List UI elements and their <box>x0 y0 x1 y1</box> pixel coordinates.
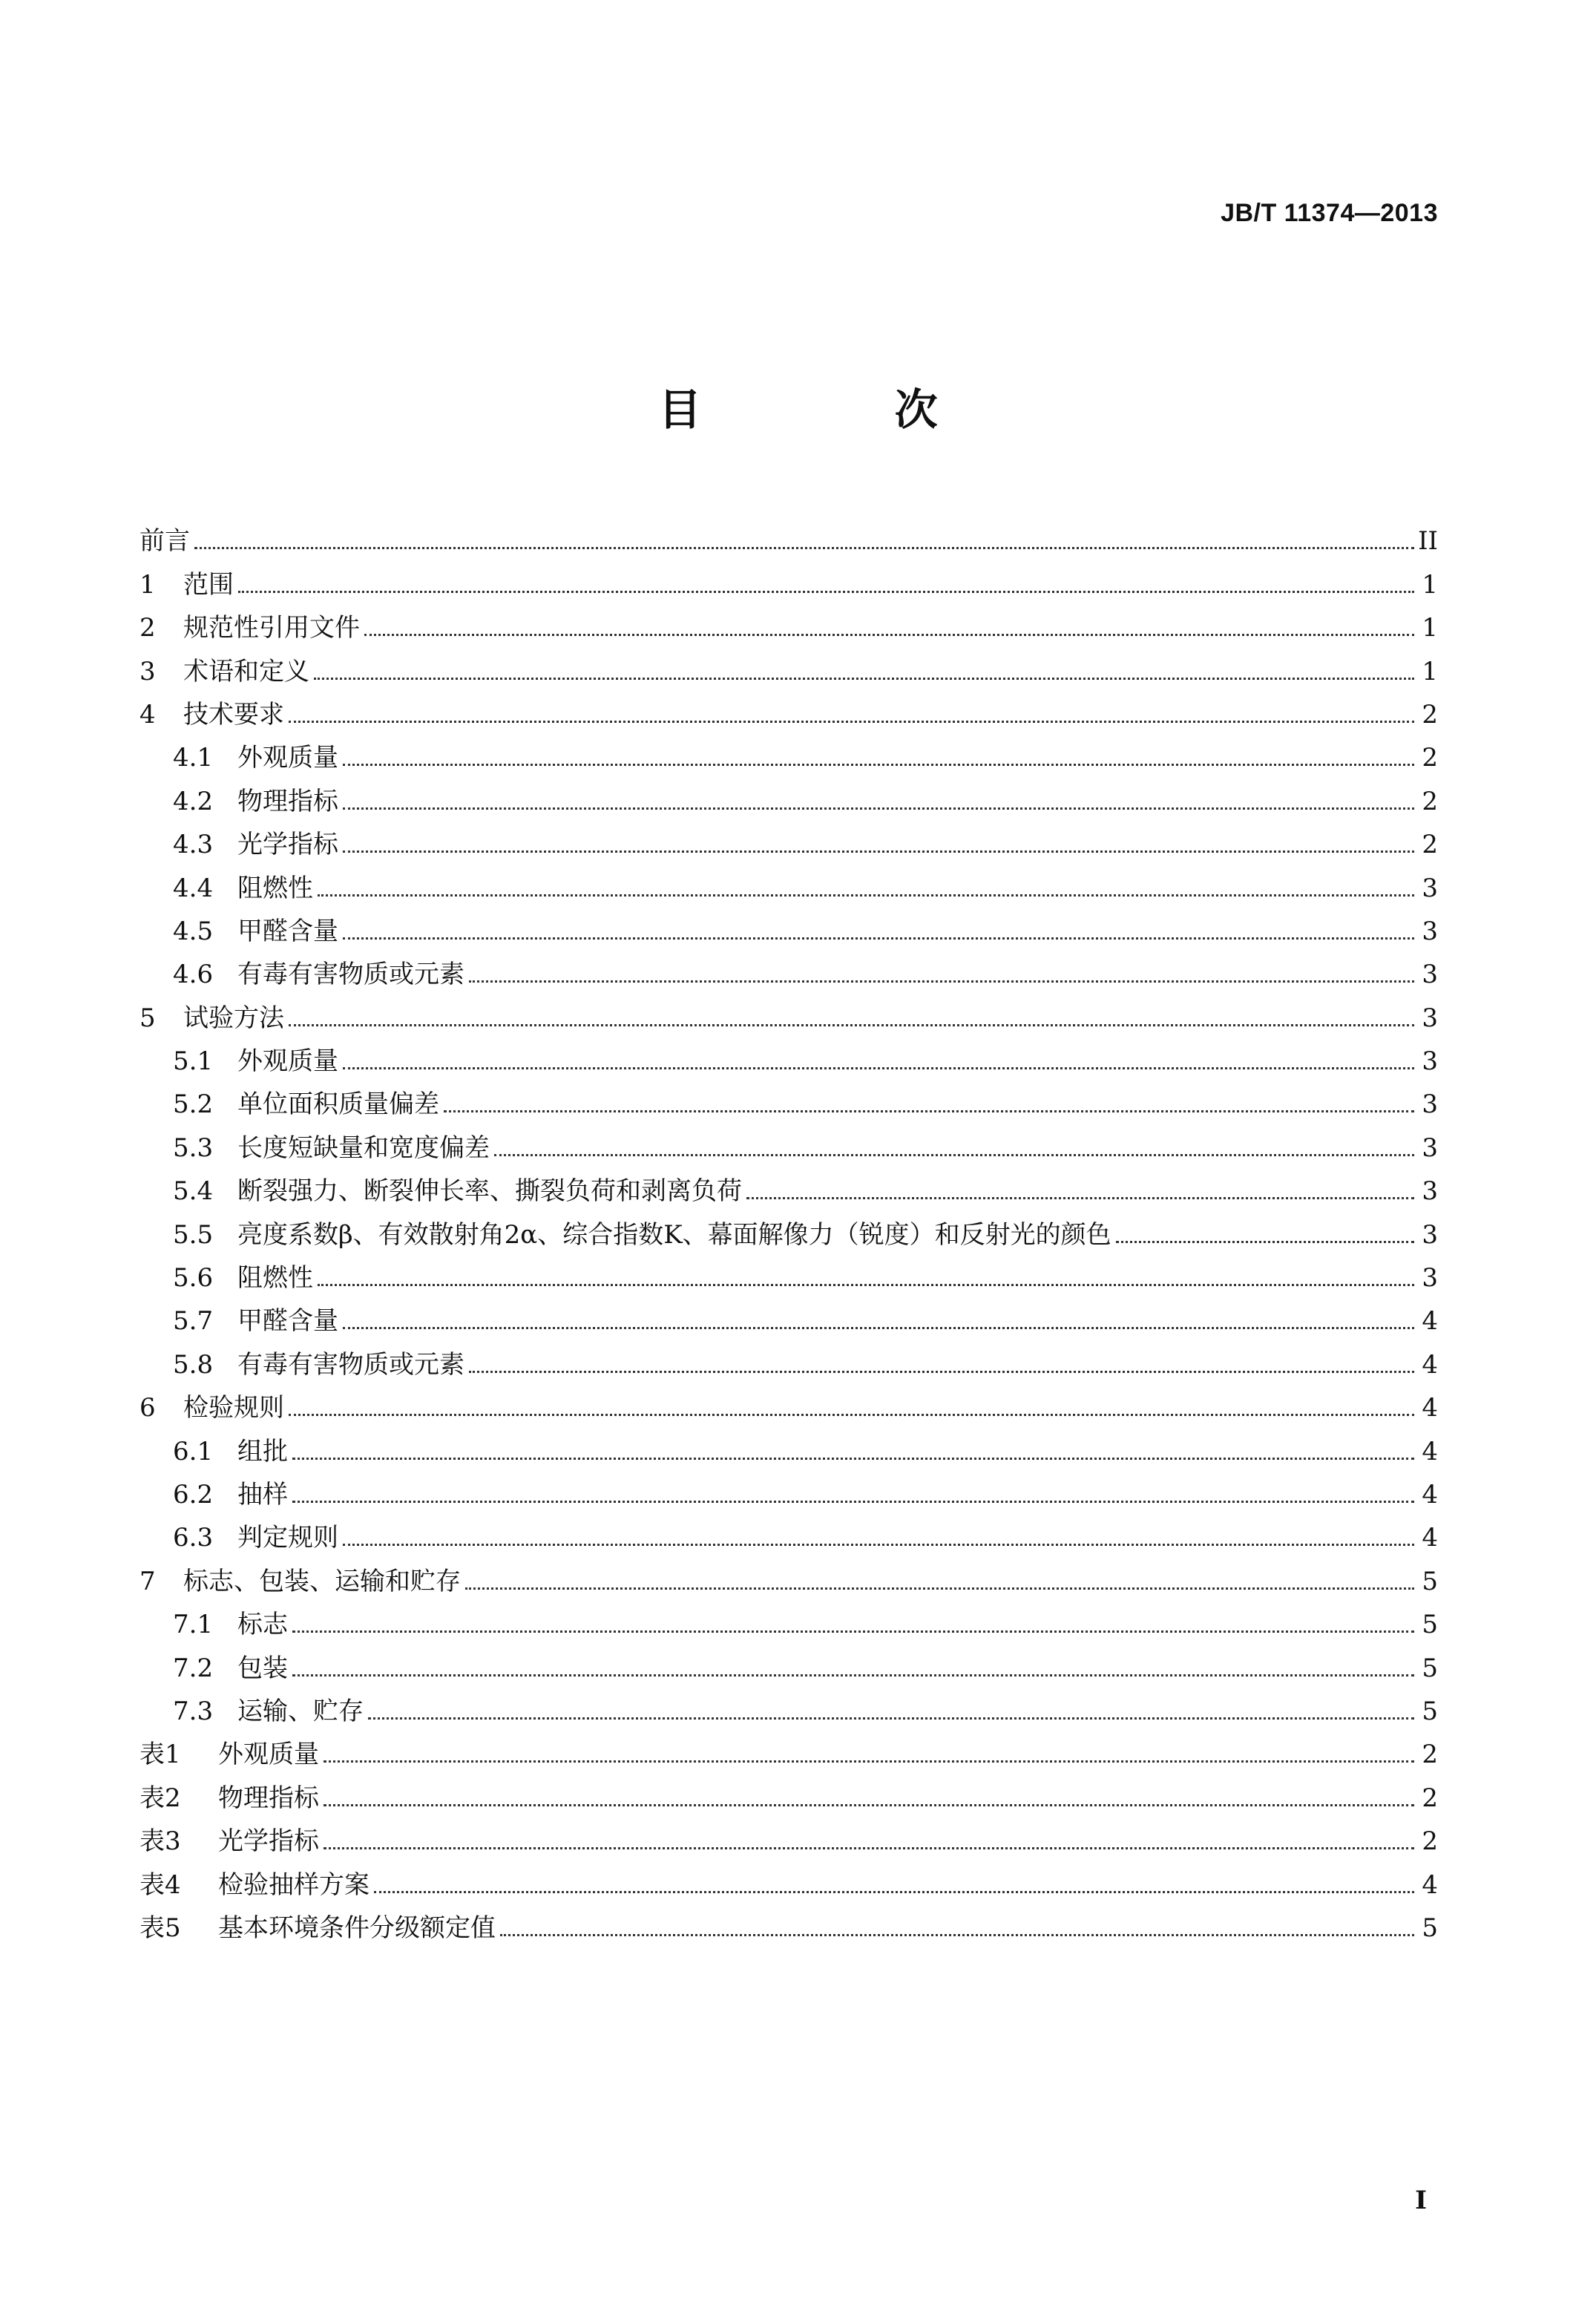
toc-entry-label: 光学指标 <box>237 830 338 860</box>
toc-entry-label: 前言 <box>139 526 190 557</box>
toc-entry-number: 4.6 <box>173 960 214 990</box>
toc-entry-label: 规范性引用文件 <box>183 613 360 643</box>
dot-leader <box>324 1760 1414 1763</box>
toc-entry[interactable] <box>139 1594 1438 1640</box>
toc-entry-page: 3 <box>1422 1003 1438 1033</box>
toc-entry[interactable] <box>139 1811 1438 1857</box>
toc-entry[interactable] <box>139 1204 1438 1250</box>
toc-entry-number: 4.4 <box>173 873 214 903</box>
toc-entry-number: 2 <box>139 613 156 643</box>
dot-leader <box>494 1154 1414 1156</box>
toc-entry[interactable] <box>139 554 1438 600</box>
dot-leader <box>292 1458 1414 1460</box>
toc-entry-label: 外观质量 <box>218 1740 319 1770</box>
page-title: 目 次 <box>658 384 1027 435</box>
dot-leader <box>343 807 1414 810</box>
toc-entry-page: 2 <box>1422 699 1438 730</box>
toc-entry-label: 组批 <box>237 1436 288 1466</box>
toc-entry-label: 甲醛含量 <box>237 1306 338 1337</box>
toc-entry[interactable] <box>139 1464 1438 1510</box>
toc-entry-page: 5 <box>1422 1566 1438 1596</box>
toc-entry-label: 亮度系数β、有效散射角2α、综合指数K、幕面解像力（锐度）和反射光的颜色 <box>237 1219 1111 1250</box>
toc-entry-page: 2 <box>1422 830 1438 860</box>
dot-leader <box>1116 1241 1414 1243</box>
toc-entry[interactable] <box>139 944 1438 990</box>
toc-entry-number: 5.3 <box>173 1133 214 1163</box>
toc-entry-page: 3 <box>1422 873 1438 903</box>
dot-leader <box>292 1674 1414 1676</box>
toc-entry-number: 5.1 <box>173 1046 214 1077</box>
toc-entry-label: 单位面积质量偏差 <box>237 1089 439 1120</box>
dot-leader <box>343 764 1414 766</box>
dot-leader <box>374 1891 1414 1893</box>
table-of-contents <box>139 511 1438 1941</box>
dot-leader <box>343 937 1414 940</box>
toc-entry-page: 4 <box>1422 1523 1438 1553</box>
toc-entry-number: 4.5 <box>173 916 214 946</box>
toc-entry-label: 物理指标 <box>218 1783 319 1813</box>
toc-entry-number: 5.4 <box>173 1176 214 1207</box>
toc-entry-number: 4.1 <box>173 743 214 773</box>
toc-entry[interactable] <box>139 857 1438 903</box>
toc-entry-page: 3 <box>1422 1219 1438 1250</box>
toc-entry[interactable] <box>139 987 1438 1033</box>
toc-entry[interactable] <box>139 1031 1438 1077</box>
toc-entry-label: 包装 <box>237 1653 288 1683</box>
toc-entry[interactable] <box>139 1334 1438 1380</box>
toc-entry-number: 表3 <box>139 1826 181 1857</box>
dot-leader <box>292 1501 1414 1503</box>
toc-entry[interactable] <box>139 597 1438 643</box>
dot-leader <box>289 1024 1414 1026</box>
toc-entry-label: 阻燃性 <box>237 1263 313 1294</box>
toc-entry[interactable] <box>139 1550 1438 1596</box>
toc-entry-page: 2 <box>1422 743 1438 773</box>
toc-entry-number: 表2 <box>139 1783 181 1813</box>
dot-leader <box>364 634 1414 636</box>
toc-entry[interactable] <box>139 901 1438 944</box>
toc-entry-number: 7.1 <box>173 1610 214 1640</box>
toc-entry-page: 3 <box>1422 1089 1438 1120</box>
dot-leader <box>324 1847 1414 1849</box>
dot-leader <box>343 1067 1414 1069</box>
dot-leader <box>343 1544 1414 1546</box>
toc-entry-number: 5.7 <box>173 1306 214 1337</box>
standard-number: JB/T 11374—2013 <box>1221 199 1438 227</box>
toc-entry-label: 阻燃性 <box>237 873 313 903</box>
dot-leader <box>746 1197 1414 1199</box>
dot-leader <box>194 547 1414 549</box>
toc-entry[interactable] <box>139 814 1438 860</box>
toc-entry-label: 标志、包装、运输和贮存 <box>183 1566 461 1596</box>
toc-entry-label: 断裂强力、断裂伸长率、撕裂负荷和剥离负荷 <box>237 1176 742 1207</box>
dot-leader <box>368 1717 1414 1720</box>
dot-leader <box>292 1630 1414 1633</box>
toc-entry-label: 检验抽样方案 <box>218 1869 370 1900</box>
toc-entry-number: 6.1 <box>173 1436 214 1466</box>
toc-entry-page: 3 <box>1422 960 1438 990</box>
toc-entry-label: 抽样 <box>237 1479 288 1510</box>
toc-entry-number: 6 <box>139 1393 156 1423</box>
toc-entry-page: 5 <box>1422 1913 1438 1943</box>
toc-entry-page: 5 <box>1422 1653 1438 1683</box>
toc-entry-page: 3 <box>1422 1046 1438 1077</box>
toc-entry-number: 3 <box>139 656 156 686</box>
toc-entry-number: 4.2 <box>173 786 214 816</box>
toc-entry-number: 7.3 <box>173 1696 214 1726</box>
toc-entry[interactable] <box>139 1898 1438 1941</box>
toc-entry-page: 5 <box>1422 1696 1438 1726</box>
dot-leader <box>324 1804 1414 1806</box>
toc-entry-number: 7 <box>139 1566 156 1596</box>
toc-entry-number: 5 <box>139 1003 156 1033</box>
dot-leader <box>343 850 1414 853</box>
toc-entry-page: 3 <box>1422 1133 1438 1163</box>
toc-entry-label: 标志 <box>237 1610 288 1640</box>
toc-entry-page: 2 <box>1422 786 1438 816</box>
toc-entry-label: 范围 <box>183 569 234 600</box>
toc-entry-label: 基本环境条件分级额定值 <box>218 1913 496 1943</box>
toc-entry[interactable] <box>139 1248 1438 1294</box>
toc-entry[interactable] <box>139 770 1438 816</box>
toc-entry-number: 表4 <box>139 1869 181 1900</box>
dot-leader <box>444 1110 1414 1112</box>
toc-entry-page: II <box>1418 526 1438 557</box>
toc-entry[interactable] <box>139 1377 1438 1423</box>
toc-entry-page: 4 <box>1422 1393 1438 1423</box>
toc-entry-page: 1 <box>1422 613 1438 643</box>
toc-entry-number: 表5 <box>139 1913 181 1943</box>
toc-entry-page: 4 <box>1422 1349 1438 1380</box>
dot-leader <box>469 1371 1414 1373</box>
toc-entry-page: 2 <box>1422 1826 1438 1857</box>
toc-entry[interactable] <box>139 1291 1438 1337</box>
toc-entry[interactable] <box>139 1074 1438 1120</box>
toc-entry-page: 5 <box>1422 1610 1438 1640</box>
dot-leader <box>318 1284 1414 1286</box>
toc-entry[interactable] <box>139 1637 1438 1683</box>
dot-leader <box>238 591 1414 593</box>
toc-entry-number: 6.3 <box>173 1523 214 1553</box>
toc-entry-page: 3 <box>1422 1176 1438 1207</box>
toc-entry[interactable] <box>139 640 1438 684</box>
dot-leader <box>343 1327 1414 1329</box>
page-number: I <box>1415 2186 1427 2215</box>
toc-entry[interactable] <box>139 1507 1438 1553</box>
dot-leader <box>314 678 1414 680</box>
toc-entry[interactable] <box>139 1161 1438 1207</box>
toc-entry-number: 6.2 <box>173 1479 214 1510</box>
toc-entry-number: 5.2 <box>173 1089 214 1120</box>
toc-entry[interactable] <box>139 1117 1438 1163</box>
toc-entry-number: 5.8 <box>173 1349 214 1380</box>
toc-entry[interactable] <box>139 1724 1438 1770</box>
toc-entry-label: 运输、贮存 <box>237 1696 364 1726</box>
toc-entry-number: 5.5 <box>173 1219 214 1250</box>
toc-entry[interactable] <box>139 1854 1438 1900</box>
toc-entry-page: 3 <box>1422 916 1438 946</box>
toc-entry-label: 术语和定义 <box>183 656 309 686</box>
toc-entry-label: 试验方法 <box>183 1003 284 1033</box>
dot-leader <box>289 1414 1414 1416</box>
toc-entry-label: 外观质量 <box>237 1046 338 1077</box>
toc-entry[interactable] <box>139 511 1438 557</box>
toc-entry-label: 外观质量 <box>237 743 338 773</box>
dot-leader <box>465 1587 1414 1590</box>
toc-entry-page: 4 <box>1422 1479 1438 1510</box>
toc-entry[interactable] <box>139 1767 1438 1813</box>
toc-entry-label: 技术要求 <box>183 699 284 730</box>
dot-leader <box>289 721 1414 723</box>
toc-entry-page: 2 <box>1422 1740 1438 1770</box>
toc-entry-page: 4 <box>1422 1869 1438 1900</box>
toc-entry-number: 7.2 <box>173 1653 214 1683</box>
toc-entry-label: 甲醛含量 <box>237 916 338 946</box>
toc-entry[interactable] <box>139 1681 1438 1724</box>
toc-entry-number: 4.3 <box>173 830 214 860</box>
dot-leader <box>469 980 1414 983</box>
toc-entry-label: 有毒有害物质或元素 <box>237 1349 464 1380</box>
toc-entry-label: 长度短缺量和宽度偏差 <box>237 1133 490 1163</box>
toc-entry-label: 检验规则 <box>183 1393 284 1423</box>
toc-entry[interactable] <box>139 1420 1438 1464</box>
dot-leader <box>318 894 1414 897</box>
toc-entry-number: 5.6 <box>173 1263 214 1294</box>
toc-entry[interactable] <box>139 684 1438 730</box>
toc-entry-page: 1 <box>1422 656 1438 686</box>
toc-entry-page: 4 <box>1422 1306 1438 1337</box>
toc-entry-number: 表1 <box>139 1740 181 1770</box>
toc-entry-page: 4 <box>1422 1436 1438 1466</box>
toc-entry-number: 4 <box>139 699 156 730</box>
toc-entry-label: 有毒有害物质或元素 <box>237 960 464 990</box>
toc-entry-label: 物理指标 <box>237 786 338 816</box>
toc-entry-page: 3 <box>1422 1263 1438 1294</box>
toc-entry-label: 判定规则 <box>237 1523 338 1553</box>
toc-entry-number: 1 <box>139 569 156 600</box>
toc-entry-page: 2 <box>1422 1783 1438 1813</box>
toc-entry[interactable] <box>139 727 1438 773</box>
dot-leader <box>500 1934 1414 1936</box>
toc-entry-page: 1 <box>1422 569 1438 600</box>
toc-entry-label: 光学指标 <box>218 1826 319 1857</box>
